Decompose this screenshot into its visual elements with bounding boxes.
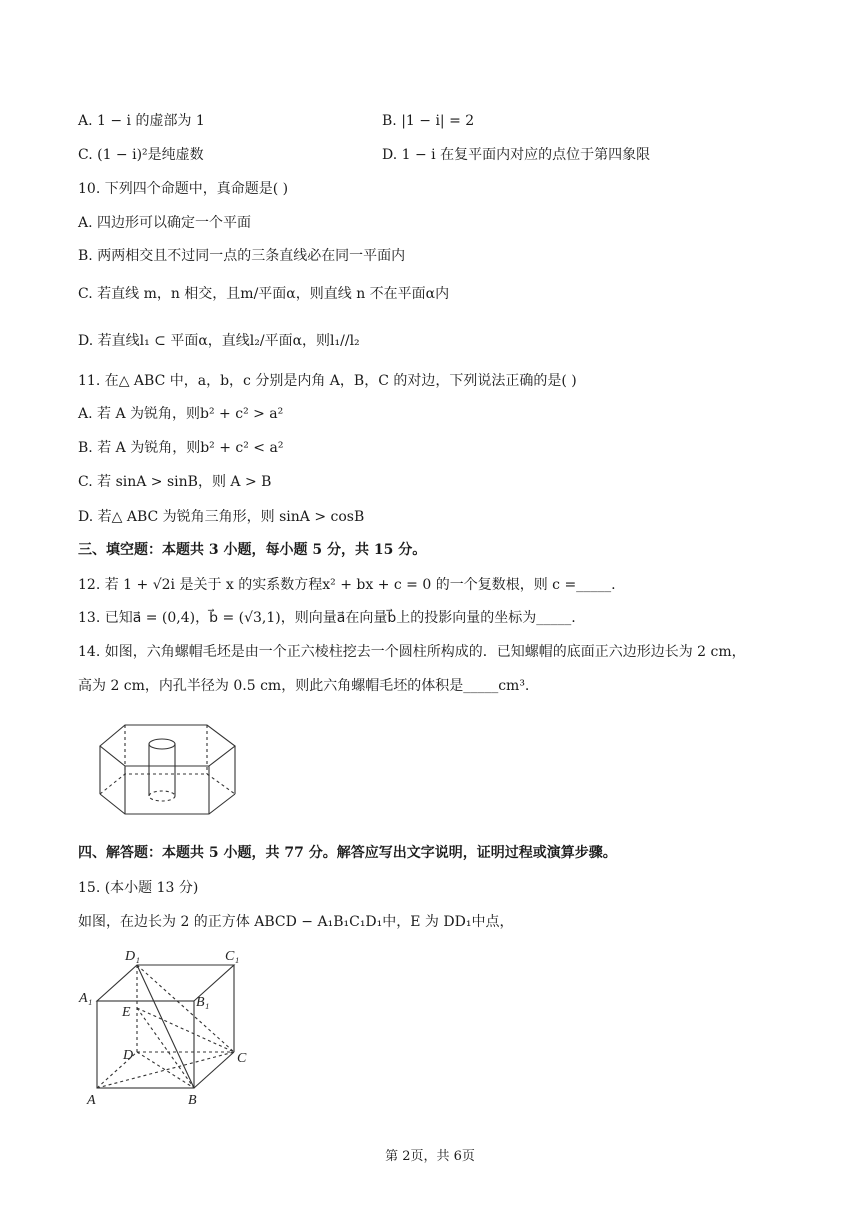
- hex-top-face: [100, 725, 235, 766]
- q10-option-b: B. 两两相交且不过同一点的三条直线必在同一平面内: [78, 248, 406, 264]
- q13-text: 13. 已知a⃗ = (0,4)，b⃗ = (√3,1)，则向量a⃗在向量b⃗上的投影向量的坐标为_____.: [78, 610, 576, 626]
- q15-text: 如图，在边长为 2 的正方体 ABCD − A₁B₁C₁D₁中，E 为 DD₁中点，: [78, 914, 514, 930]
- segment-d1b: [137, 965, 194, 1088]
- q9-option-b: B. |1 − i| = 2: [382, 113, 475, 129]
- q9-option-a: A. 1 − i 的虚部为 1: [78, 113, 205, 129]
- q14-line-2: 高为 2 cm，内孔半径为 0.5 cm，则此六角螺帽毛坯的体积是_____cm³.: [78, 678, 530, 694]
- label-a1: A₁: [79, 991, 93, 1006]
- q14-line-1: 14. 如图，六角螺帽毛坯是由一个正六棱柱挖去一个圆柱所构成的．已知螺帽的底面正六边形边长为 2 cm，: [78, 644, 746, 660]
- q11-option-c: C. 若 sinA > sinB，则 A > B: [78, 474, 272, 490]
- hole-top-ellipse: [149, 739, 175, 749]
- label-d1: D₁: [125, 949, 140, 964]
- label-e: E: [122, 1005, 131, 1020]
- section-3-heading: 三、填空题：本题共 3 小题，每小题 5 分，共 15 分。: [78, 542, 427, 558]
- hex-nut-figure: [95, 718, 245, 820]
- hex-bottom-edges: [100, 794, 235, 814]
- label-c: C: [237, 1051, 247, 1066]
- label-a: A: [87, 1093, 96, 1108]
- q11-stem: 11. 在△ ABC 中，a，b，c 分别是内角 A，B，C 的对边，下列说法正确的是( ): [78, 373, 577, 389]
- segment-eb: [137, 1008, 194, 1088]
- hole-bottom-ellipse: [149, 791, 175, 801]
- q12-text: 12. 若 1 + √2i 是关于 x 的实系数方程x² + bx + c = 0 的一个复数根，则 c =_____.: [78, 577, 616, 593]
- q11-option-b: B. 若 A 为锐角，则b² + c² < a²: [78, 440, 284, 456]
- cube-figure: [75, 942, 255, 1112]
- page-footer: 第 2页，共 6页: [385, 1149, 475, 1164]
- q10-option-c: C. 若直线 m，n 相交，且m/平面α，则直线 n 不在平面α内: [78, 286, 450, 302]
- q9-option-d: D. 1 − i 在复平面内对应的点位于第四象限: [382, 147, 651, 163]
- label-b1: B₁: [196, 995, 210, 1010]
- q9-option-c: C. (1 − i)²是纯虚数: [78, 147, 204, 163]
- label-c1: C₁: [225, 949, 240, 964]
- segment-ec: [137, 1008, 234, 1052]
- q11-option-a: A. 若 A 为锐角，则b² + c² > a²: [78, 406, 284, 422]
- q15-header: 15. (本小题 13 分): [78, 880, 199, 896]
- label-d: D: [123, 1048, 134, 1063]
- section-4-heading: 四、解答题：本题共 5 小题，共 77 分。解答应写出文字说明，证明过程或演算步骤。: [78, 845, 617, 861]
- q11-option-d: D. 若△ ABC 为锐角三角形，则 sinA > cosB: [78, 509, 365, 525]
- q10-option-a: A. 四边形可以确定一个平面: [78, 215, 252, 231]
- q10-stem: 10. 下列四个命题中，真命题是( ): [78, 181, 289, 197]
- q10-option-d: D. 若直线l₁ ⊂ 平面α，直线l₂/平面α，则l₁//l₂: [78, 333, 360, 349]
- label-b: B: [188, 1093, 197, 1108]
- cube-top-face: [97, 965, 234, 1001]
